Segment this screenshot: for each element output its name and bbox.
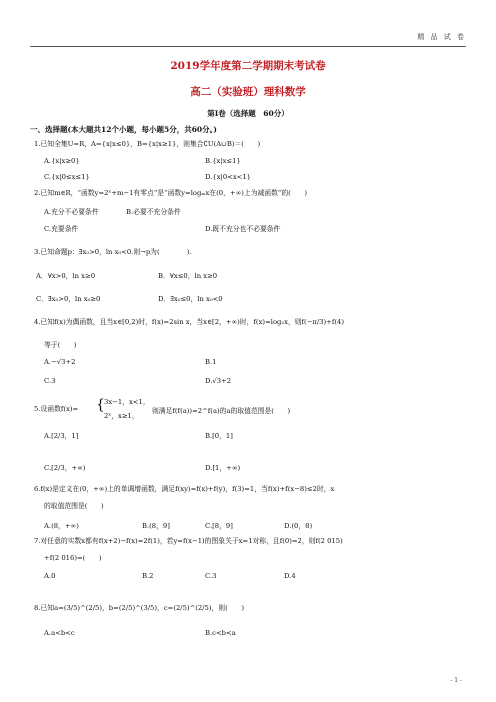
question-6-option-c[interactable]: C.[8，9]: [205, 522, 233, 530]
exam-subtitle: 高二（实验班）理科数学: [190, 86, 306, 98]
question-4-option-c[interactable]: C.3: [44, 377, 56, 385]
question-5-option-b[interactable]: B.[0，1]: [205, 432, 233, 440]
question-2-option-c[interactable]: C.充要条件: [44, 225, 79, 233]
question-2-option-b[interactable]: B.必要不充分条件: [126, 208, 181, 216]
question-8-stem: 8.已知a=(3/5)^(2/5)，b=(2/5)^(3/5)，c=(2/5)^(2/5)，则( ): [34, 604, 244, 612]
question-7-option-c[interactable]: C.3: [205, 572, 217, 580]
question-3-stem: 3.已知命题p：∃x₀>0，ln x₀<0.则¬p为( ).: [34, 248, 192, 256]
piecewise-brace-icon: {: [96, 397, 105, 413]
question-5-option-c[interactable]: C.[2/3，+∞): [44, 464, 86, 472]
question-6-stem-cont: 的取值范围是( ): [44, 502, 104, 510]
question-1-stem: 1.已知全集U=R，A={x|x≤0}，B={x|x≥1}，则集合∁U(A∪B)＝( ): [34, 140, 261, 148]
question-4-option-b[interactable]: B.1: [205, 358, 217, 366]
question-7-stem: 7.对任意的实数x都有f(x+2)−f(x)=2f(1)，若y=f(x−1)的图象关于x=1对称，且f(0)=2，则f(2 015): [34, 537, 343, 545]
page-number: - 1 -: [450, 677, 462, 684]
question-6-option-d[interactable]: D.(0，8): [284, 522, 313, 530]
question-5-stem: 5.设函数f(x)=: [34, 405, 79, 413]
question-8-option-a[interactable]: A.a<b<c: [44, 629, 75, 637]
part-heading: 第Ⅰ卷（选择题 60分）: [207, 109, 289, 118]
question-7-option-d[interactable]: D.4: [284, 572, 296, 580]
question-1-option-c[interactable]: C.{x|0≤x≤1}: [44, 173, 90, 181]
exam-title: 2019学年度第二学期期末考试卷: [170, 60, 326, 72]
question-8-option-b[interactable]: B.c<b<a: [205, 629, 236, 637]
question-1-option-b[interactable]: B.{x|x≤1}: [205, 157, 241, 165]
question-6-stem: 6.f(x)是定义在(0，+∞)上的单调增函数，满足f(xy)=f(x)+f(y)，f(3)=1，当f(x)+f(x−8)≤2时，x: [34, 485, 335, 493]
question-7-option-a[interactable]: A.0: [44, 572, 56, 580]
question-7-option-b[interactable]: B.2: [142, 572, 154, 580]
question-1-option-a[interactable]: A.{x|x≥0}: [44, 157, 80, 165]
question-4-stem: 4.已知f(x)为偶函数，且当x∈[0,2)时，f(x)=2sin x，当x∈[2，+∞)时，f(x)=log₂x，则f(−π/3)+f(4): [34, 318, 344, 326]
question-3-option-d[interactable]: D．∃x₀≤0，ln x₀<0: [158, 295, 223, 303]
question-5-piece-1: 3x−1，x<1，: [104, 398, 150, 406]
question-5-stem-tail: 则满足f(f(a))=2^f(a)的a的取值范围是( ): [152, 407, 291, 415]
question-3-option-a[interactable]: A．∀x>0，ln x≥0: [36, 272, 96, 280]
question-4-option-a[interactable]: A.−√3+2: [44, 358, 76, 366]
question-2-stem: 2.已知m∈R，“函数y=2ˣ+m−1有零点”是“函数y=logₘx在(0，+∞)上为减函数”的( ): [34, 189, 308, 197]
question-6-option-a[interactable]: A.(8，+∞): [44, 522, 79, 530]
page-header-label: 精 品 试 卷: [417, 33, 466, 41]
question-5-option-d[interactable]: D.[1，+∞): [205, 464, 241, 472]
question-5-piece-2: 2ˣ，x≥1，: [104, 412, 139, 420]
question-4-option-d[interactable]: D.√3+2: [205, 377, 232, 385]
question-7-stem-cont: +f(2 016)=( ): [44, 554, 102, 562]
question-6-option-b[interactable]: B.(8，9]: [142, 522, 170, 530]
question-2-option-d[interactable]: D.既不充分也不必要条件: [205, 225, 281, 233]
question-2-option-a[interactable]: A.充分不必要条件: [44, 208, 99, 216]
question-1-option-d[interactable]: D.{x|0<x<1}: [205, 173, 252, 181]
question-5-option-a[interactable]: A.[2/3，1]: [44, 432, 79, 440]
section-heading: 一、选择题(本大题共12个小题，每小题5分，共60分。): [30, 125, 217, 134]
question-3-option-c[interactable]: C．∃x₀>0，ln x₀≥0: [36, 295, 101, 303]
question-4-stem-cont: 等于( ): [44, 341, 77, 349]
question-3-option-b[interactable]: B．∀x≤0，ln x≥0: [158, 272, 218, 280]
header-divider: [30, 46, 466, 47]
